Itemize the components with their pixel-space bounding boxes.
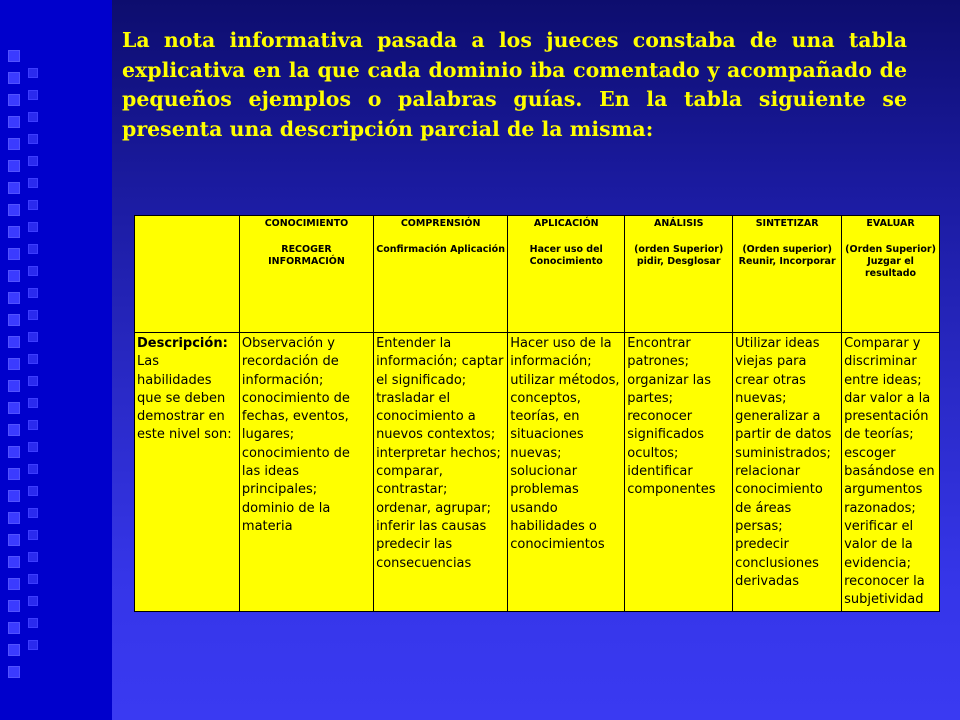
column-subtitle: Hacer uso del Conocimiento: [529, 244, 603, 267]
row-label-cell: [135, 333, 240, 612]
table-cell: Hacer uso de la información; utilizar métodos, conceptos, teorías, en situaciones nuevas; solucionar problemas usando habilidades o conocimientos: [508, 333, 625, 612]
column-header: [733, 216, 842, 333]
rubric-table: [134, 215, 940, 612]
column-header: [842, 216, 940, 333]
column-subtitle: Confirmación Aplicación: [376, 244, 505, 255]
row-label-text: Las habilidades que se deben demostrar en este nivel son:: [137, 354, 232, 443]
decorative-squares: [8, 50, 24, 688]
table-cell: Entender la información; captar el significado; trasladar el conocimiento a nuevos contextos; interpretar hechos; comparar, contrastar; ordenar, agrupar; inferir las causas predecir las consecuencias: [374, 333, 508, 612]
column-level: COMPRENSIÓN: [400, 218, 481, 229]
column-header: [374, 216, 508, 333]
table-header-row: [135, 216, 940, 333]
table-row: [135, 333, 940, 612]
column-header: [508, 216, 625, 333]
table-cell: Utilizar ideas viejas para crear otras nuevas; generalizar a partir de datos suministrados; relacionar conocimiento de áreas persas; predecir conclusiones derivadas: [733, 333, 842, 612]
column-subtitle: (Orden Superior) Juzgar el resultado: [845, 244, 936, 279]
column-level: ANÁLISIS: [653, 218, 704, 229]
table-cell: Comparar y discriminar entre ideas; dar valor a la presentación de teorías; escoger basándose en argumentos razonados; verificar el valor de la evidencia; reconocer la subjetividad: [842, 333, 940, 612]
column-level: CONOCIMIENTO: [264, 218, 349, 229]
column-subtitle: RECOGER INFORMACIÓN: [268, 244, 345, 267]
column-level: SINTETIZAR: [755, 218, 819, 229]
column-subtitle: (orden Superior) pidir, Desglosar: [634, 244, 724, 267]
column-level: APLICACIÓN: [533, 218, 599, 229]
column-subtitle: (Orden superior) Reunir, Incorporar: [738, 244, 836, 267]
column-level: EVALUAR: [866, 218, 915, 229]
column-header: [625, 216, 733, 333]
row-label-head: Descripción:: [137, 336, 228, 351]
left-decorative-strip: [0, 0, 112, 720]
corner-cell: [135, 216, 240, 333]
table-cell: Observación y recordación de información; conocimiento de fechas, eventos, lugares; conocimiento de las ideas principales; dominio de la materia: [239, 333, 373, 612]
column-header: [239, 216, 373, 333]
intro-paragraph: La nota informativa pasada a los jueces constaba de una tabla explicativa en la que cada dominio iba comentado y acompañado de pequeños ejemplos o palabras guías. En la tabla siguiente se presenta una descripción parcial de la misma:: [122, 28, 907, 141]
table-cell: Encontrar patrones; organizar las partes; reconocer significados ocultos; identificar componentes: [625, 333, 733, 612]
